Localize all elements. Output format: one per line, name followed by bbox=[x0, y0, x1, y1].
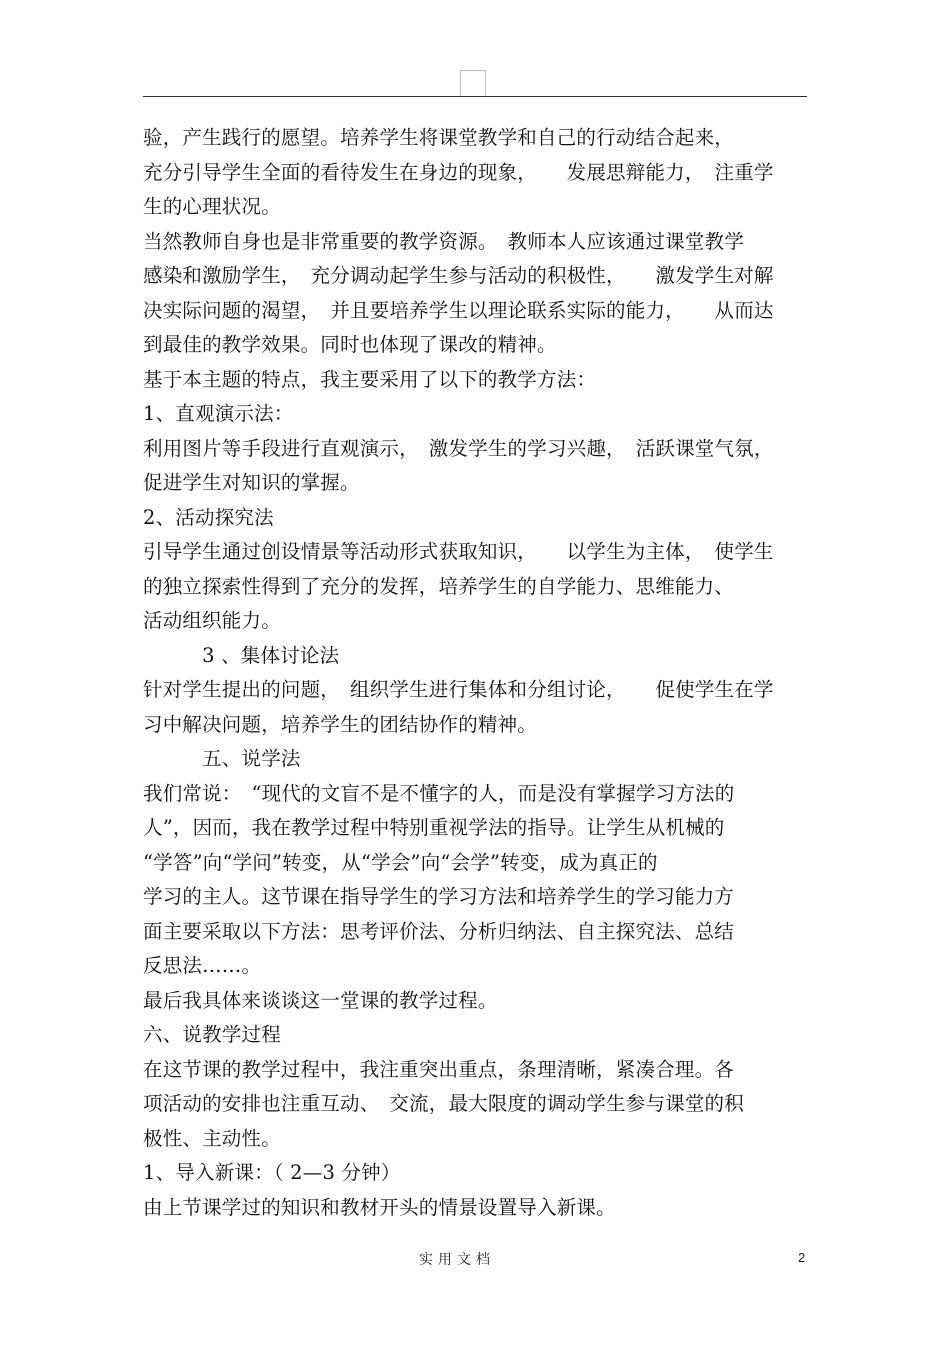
text-line: 促进学生对知识的掌握。 bbox=[143, 471, 360, 494]
text-line: 充分引导学生全面的看待发生在身边的现象， 发展思辩能力， 注重学 bbox=[143, 160, 774, 184]
text-line: 极性、主动性。 bbox=[143, 1126, 281, 1150]
text-line: 利用图片等手段进行直观演示， 激发学生的学习兴趣， 活跃课堂气氛， bbox=[143, 436, 774, 460]
text-line: 在这节课的教学过程中，我注重突出重点，条理清晰，紧凑合理。各 bbox=[143, 1057, 735, 1081]
text-line: 学习的主人。这节课在指导学生的学习方法和培养学生的学习能力方 bbox=[143, 885, 735, 908]
body-text bbox=[143, 121, 807, 1225]
text-line: 感染和激励学生， 充分调动起学生参与活动的积极性， 激发学生对解 bbox=[143, 264, 774, 287]
text-line: 我们常说： “现代的文盲不是不懂字的人，而是没有掌握学习方法的 bbox=[143, 781, 735, 805]
text-line: 当然教师自身也是非常重要的教学资源。 教师本人应该通过课堂教学 bbox=[143, 229, 744, 253]
text-line: 习中解决问题，培养学生的团结协作的精神。 bbox=[143, 712, 538, 736]
text-line: 面主要采取以下方法：思考评价法、分析归纳法、自主探究法、总结 bbox=[143, 919, 735, 943]
text-line: 最后我具体来谈谈这一堂课的教学过程。 bbox=[143, 988, 498, 1012]
list-heading: 2、活动探究法 bbox=[143, 505, 274, 529]
section-heading: 六、说教学过程 bbox=[143, 1023, 281, 1046]
header-box bbox=[460, 70, 486, 96]
text-line: 到最佳的教学效果。同时也体现了课改的精神。 bbox=[143, 333, 557, 356]
header-rule bbox=[143, 96, 807, 97]
section-heading: 五、说学法 bbox=[143, 747, 301, 770]
text-line: 由上节课学过的知识和教材开头的情景设置导入新课。 bbox=[143, 1195, 616, 1219]
list-heading: 1、导入新课：（ 2—3 分钟） bbox=[143, 1161, 401, 1184]
page-number: 2 bbox=[798, 1250, 806, 1265]
list-heading: 3 、集体讨论法 bbox=[143, 643, 340, 667]
text-line: “学答”向“学问”转变，从“学会”向“会学”转变，成为真正的 bbox=[143, 850, 658, 874]
footer-label: 实用文档 bbox=[419, 1252, 495, 1268]
text-line: 生的心理状况。 bbox=[143, 195, 281, 218]
text-line: 验，产生践行的愿望。培养学生将课堂教学和自己的行动结合起来， bbox=[143, 126, 735, 149]
text-line: 反思法……。 bbox=[143, 954, 262, 977]
text-line: 人”，因而，我在教学过程中特别重视学法的指导。让学生从机械的 bbox=[143, 816, 725, 839]
list-heading: 1、直观演示法： bbox=[143, 402, 294, 425]
text-line: 针对学生提出的问题， 组织学生进行集体和分组讨论， 促使学生在学 bbox=[143, 678, 774, 701]
text-line: 基于本主题的特点，我主要采用了以下的教学方法： bbox=[143, 367, 597, 391]
text-line: 项活动的安排也注重互动、 交流，最大限度的调动学生参与课堂的积 bbox=[143, 1092, 744, 1115]
text-line: 决实际问题的渴望， 并且要培养学生以理论联系实际的能力， 从而达 bbox=[143, 298, 774, 322]
text-line: 活动组织能力。 bbox=[143, 609, 281, 632]
text-line: 引导学生通过创设情景等活动形式获取知识， 以学生为主体， 使学生 bbox=[143, 540, 774, 563]
text-line: 的独立探索性得到了充分的发挥，培养学生的自学能力、思维能力、 bbox=[143, 574, 735, 598]
